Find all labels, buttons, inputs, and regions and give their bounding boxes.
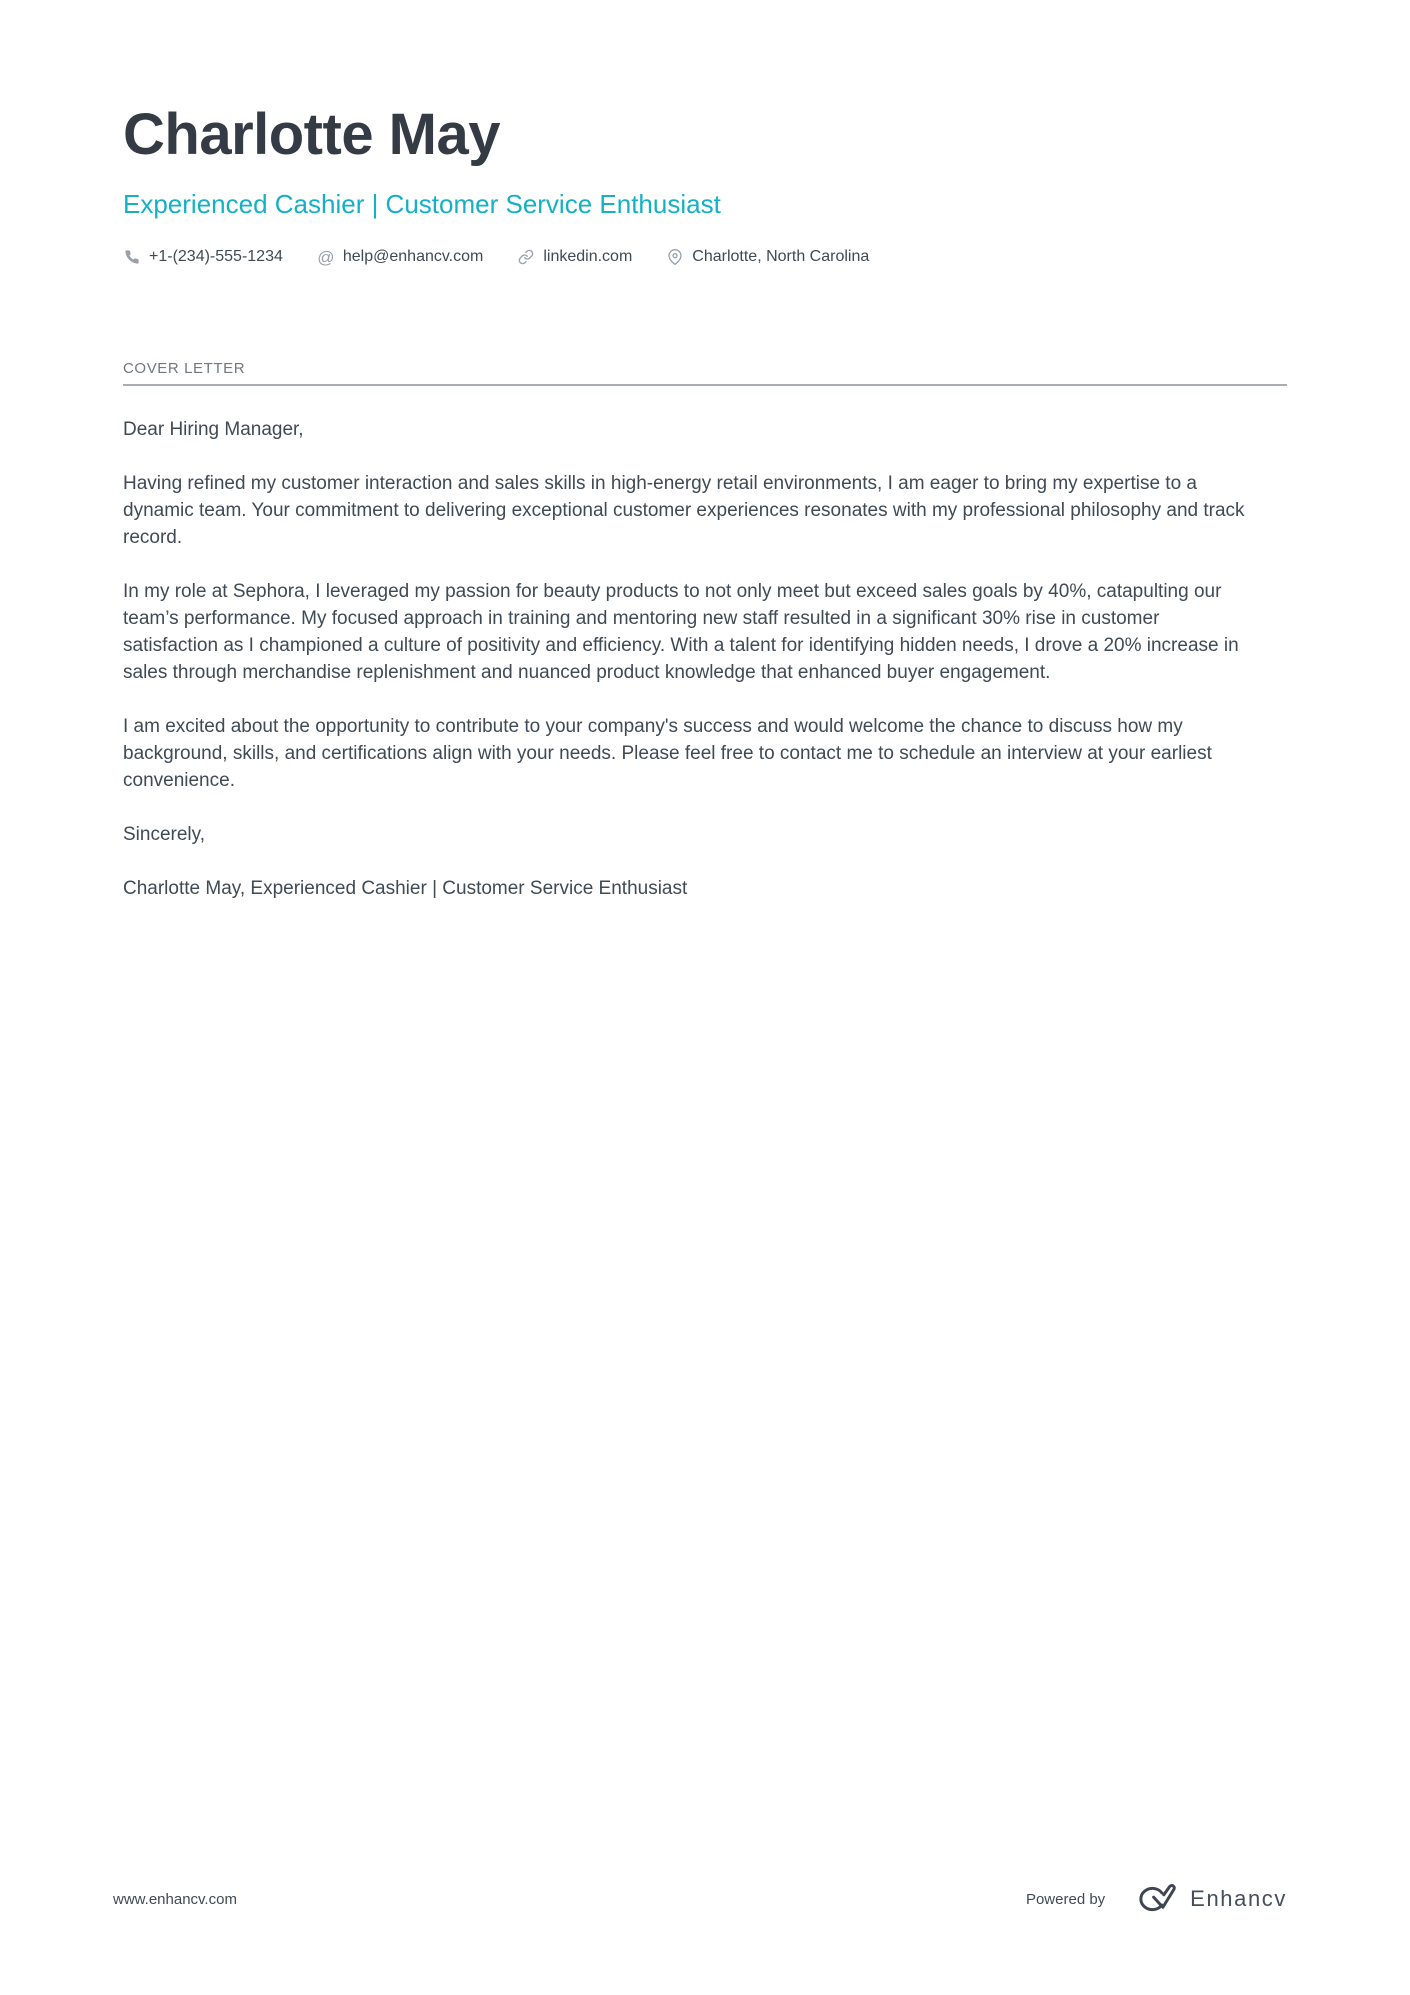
salutation: Dear Hiring Manager,	[123, 419, 304, 440]
job-title: Experienced Cashier | Customer Service Enthusiast	[123, 189, 721, 219]
phone-icon	[123, 248, 141, 266]
contact-row	[123, 248, 1287, 266]
letter-paragraph: In my role at Sephora, I leveraged my passion for beauty products to not only meet but exceed sales goals by 40%, catapulting our team’s performance. My focused approach in training and mentoring new staff resulted in a significant 30% rise in customer satisfaction as I championed a culture of positivity and efficiency. With a talent for identifying hidden needs, I drove a 20% increase in sales through merchandise replenishment and nuanced product knowledge that enhanced buyer engagement.	[123, 581, 1239, 683]
enhancv-logo-icon	[1131, 1883, 1179, 1915]
signature: Charlotte May, Experienced Cashier | Customer Service Enthusiast	[123, 878, 688, 899]
section-divider	[123, 384, 1287, 386]
page-title: Charlotte May	[123, 102, 501, 167]
letter-paragraph: Having refined my customer interaction and sales skills in high-energy retail environments, I am eager to bring my expertise to a dynamic team. Your commitment to delivering exceptional customer experiences resonates with my professional philosophy and track record.	[123, 473, 1245, 548]
page-footer	[113, 1883, 1287, 1915]
powered-by-block	[1026, 1883, 1287, 1915]
phone-number: +1-(234)-555-1234	[149, 248, 283, 265]
header	[123, 100, 1287, 266]
linkedin-contact[interactable]	[517, 248, 632, 266]
website-link[interactable]: www.enhancv.com	[113, 1890, 237, 1908]
enhancv-brand[interactable]	[1131, 1883, 1287, 1915]
location-pin-icon	[666, 248, 684, 266]
linkedin-text: linkedin.com	[543, 248, 633, 265]
at-icon: @	[317, 247, 335, 267]
email-contact[interactable]	[317, 248, 483, 266]
letter-paragraph: I am excited about the opportunity to contribute to your company's success and would welcome the chance to discuss how my background, skills, and certifications align with your needs. Please feel free to contact me to schedule an interview at your earliest convenience.	[123, 716, 1212, 791]
phone-contact[interactable]	[123, 248, 283, 266]
link-icon	[517, 248, 535, 266]
location-text: Charlotte, North Carolina	[692, 248, 870, 265]
powered-by-label: Powered by	[1025, 1890, 1106, 1908]
closing: Sincerely,	[123, 824, 206, 845]
enhancv-brand-name: Enhancv	[1190, 1886, 1287, 1911]
email-address: help@enhancv.com	[342, 248, 484, 265]
letter-section	[123, 360, 1287, 902]
section-heading: COVER LETTER	[123, 360, 246, 377]
location-contact	[666, 248, 869, 266]
letter-body	[123, 416, 1258, 902]
